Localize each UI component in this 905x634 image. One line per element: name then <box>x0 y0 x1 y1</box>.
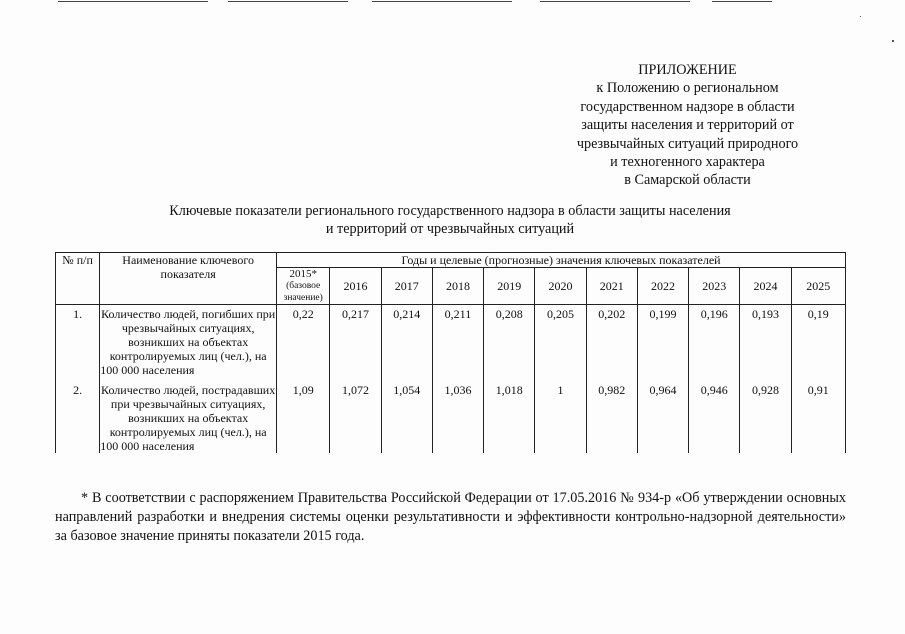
document-heading <box>100 202 800 238</box>
scan-line-artifact <box>372 1 512 2</box>
base-year-note: (базовое значение) <box>283 280 323 303</box>
row-number: 2. <box>56 377 100 453</box>
kpi-table <box>55 252 846 453</box>
scan-line-artifact <box>540 1 690 2</box>
value-cell: 0,982 <box>586 377 637 453</box>
column-header-year: 2023 <box>689 268 740 305</box>
appendix-header <box>560 61 815 190</box>
column-header-year: 2021 <box>586 268 637 305</box>
appendix-line: к Положению о региональном <box>596 80 779 97</box>
value-cell: 0,91 <box>791 377 845 453</box>
value-cell: 0,19 <box>791 305 845 378</box>
value-cell: 0,199 <box>637 305 688 378</box>
column-header-year: 2019 <box>484 268 535 305</box>
value-cell: 0,193 <box>740 305 791 378</box>
column-header-year: 2020 <box>535 268 586 305</box>
scan-speck <box>892 40 894 42</box>
value-cell: 1,09 <box>277 377 330 453</box>
value-cell: 0,964 <box>637 377 688 453</box>
value-cell: 0,208 <box>484 305 535 378</box>
table-row <box>56 377 846 453</box>
appendix-line: государственном надзоре в области <box>580 98 795 115</box>
value-cell: 1,072 <box>330 377 381 453</box>
scan-line-artifact <box>228 1 348 2</box>
column-header-year: 2024 <box>740 268 791 305</box>
column-header-number: № п/п <box>56 253 100 305</box>
value-cell: 0,196 <box>689 305 740 378</box>
value-cell: 0,217 <box>330 305 381 378</box>
base-year-label: 2015* <box>289 267 317 280</box>
heading-line-1: Ключевые показатели регионального государственного надзора в области защиты населения <box>169 203 731 219</box>
column-header-year: 2017 <box>381 268 432 305</box>
heading-line-2: и территорий от чрезвычайных ситуаций <box>325 221 575 237</box>
value-cell: 0,211 <box>432 305 483 378</box>
table-row <box>56 305 846 378</box>
value-cell: 1 <box>535 377 586 453</box>
value-cell: 0,214 <box>381 305 432 378</box>
value-cell: 0,205 <box>535 305 586 378</box>
value-cell: 0,22 <box>277 305 330 378</box>
indicator-name: Количество людей, погибших при чрезвычайных ситуациях, возникших на объектах контролируемых лиц (чел.), на 100 000 населения <box>100 305 277 378</box>
scan-speck <box>860 16 861 17</box>
value-cell: 1,018 <box>484 377 535 453</box>
column-header-year: 2018 <box>432 268 483 305</box>
footnote: * В соответствии с распоряжением Правительства Российской Федерации от 17.05.2016 № 934-р «Об утверждении основных направлений разработки и внедрения системы оценки результативности и эффективности контрольно-надзорной деятельности» за базовое значение приняты показатели 2015 года. <box>55 490 846 544</box>
indicator-name: Количество людей, пострадавших при чрезвычайных ситуациях, возникших на объектах контролируемых лиц (чел.), на 100 000 населения <box>100 377 277 453</box>
value-cell: 1,054 <box>381 377 432 453</box>
appendix-title: ПРИЛОЖЕНИЕ <box>638 62 737 78</box>
column-header-year: 2022 <box>637 268 688 305</box>
appendix-line: и техногенного характера <box>610 154 765 171</box>
value-cell: 0,202 <box>586 305 637 378</box>
column-header-years-group: Годы и целевые (прогнозные) значения ключевых показателей <box>277 253 846 268</box>
value-cell: 0,928 <box>740 377 791 453</box>
appendix-line: чрезвычайных ситуаций природного <box>576 135 799 152</box>
appendix-line: защиты населения и территорий от <box>581 117 794 134</box>
scan-line-artifact <box>58 1 208 2</box>
table-header-row <box>56 253 846 268</box>
appendix-line: в Самарской области <box>624 172 751 189</box>
column-header-indicator-name: Наименование ключевого показателя <box>100 253 277 305</box>
column-header-year: 2025 <box>791 268 845 305</box>
column-header-year: 2016 <box>330 268 381 305</box>
scan-line-artifact <box>712 1 772 2</box>
row-number: 1. <box>56 305 100 378</box>
value-cell: 1,036 <box>432 377 483 453</box>
column-header-base-year <box>277 268 330 305</box>
value-cell: 0,946 <box>689 377 740 453</box>
